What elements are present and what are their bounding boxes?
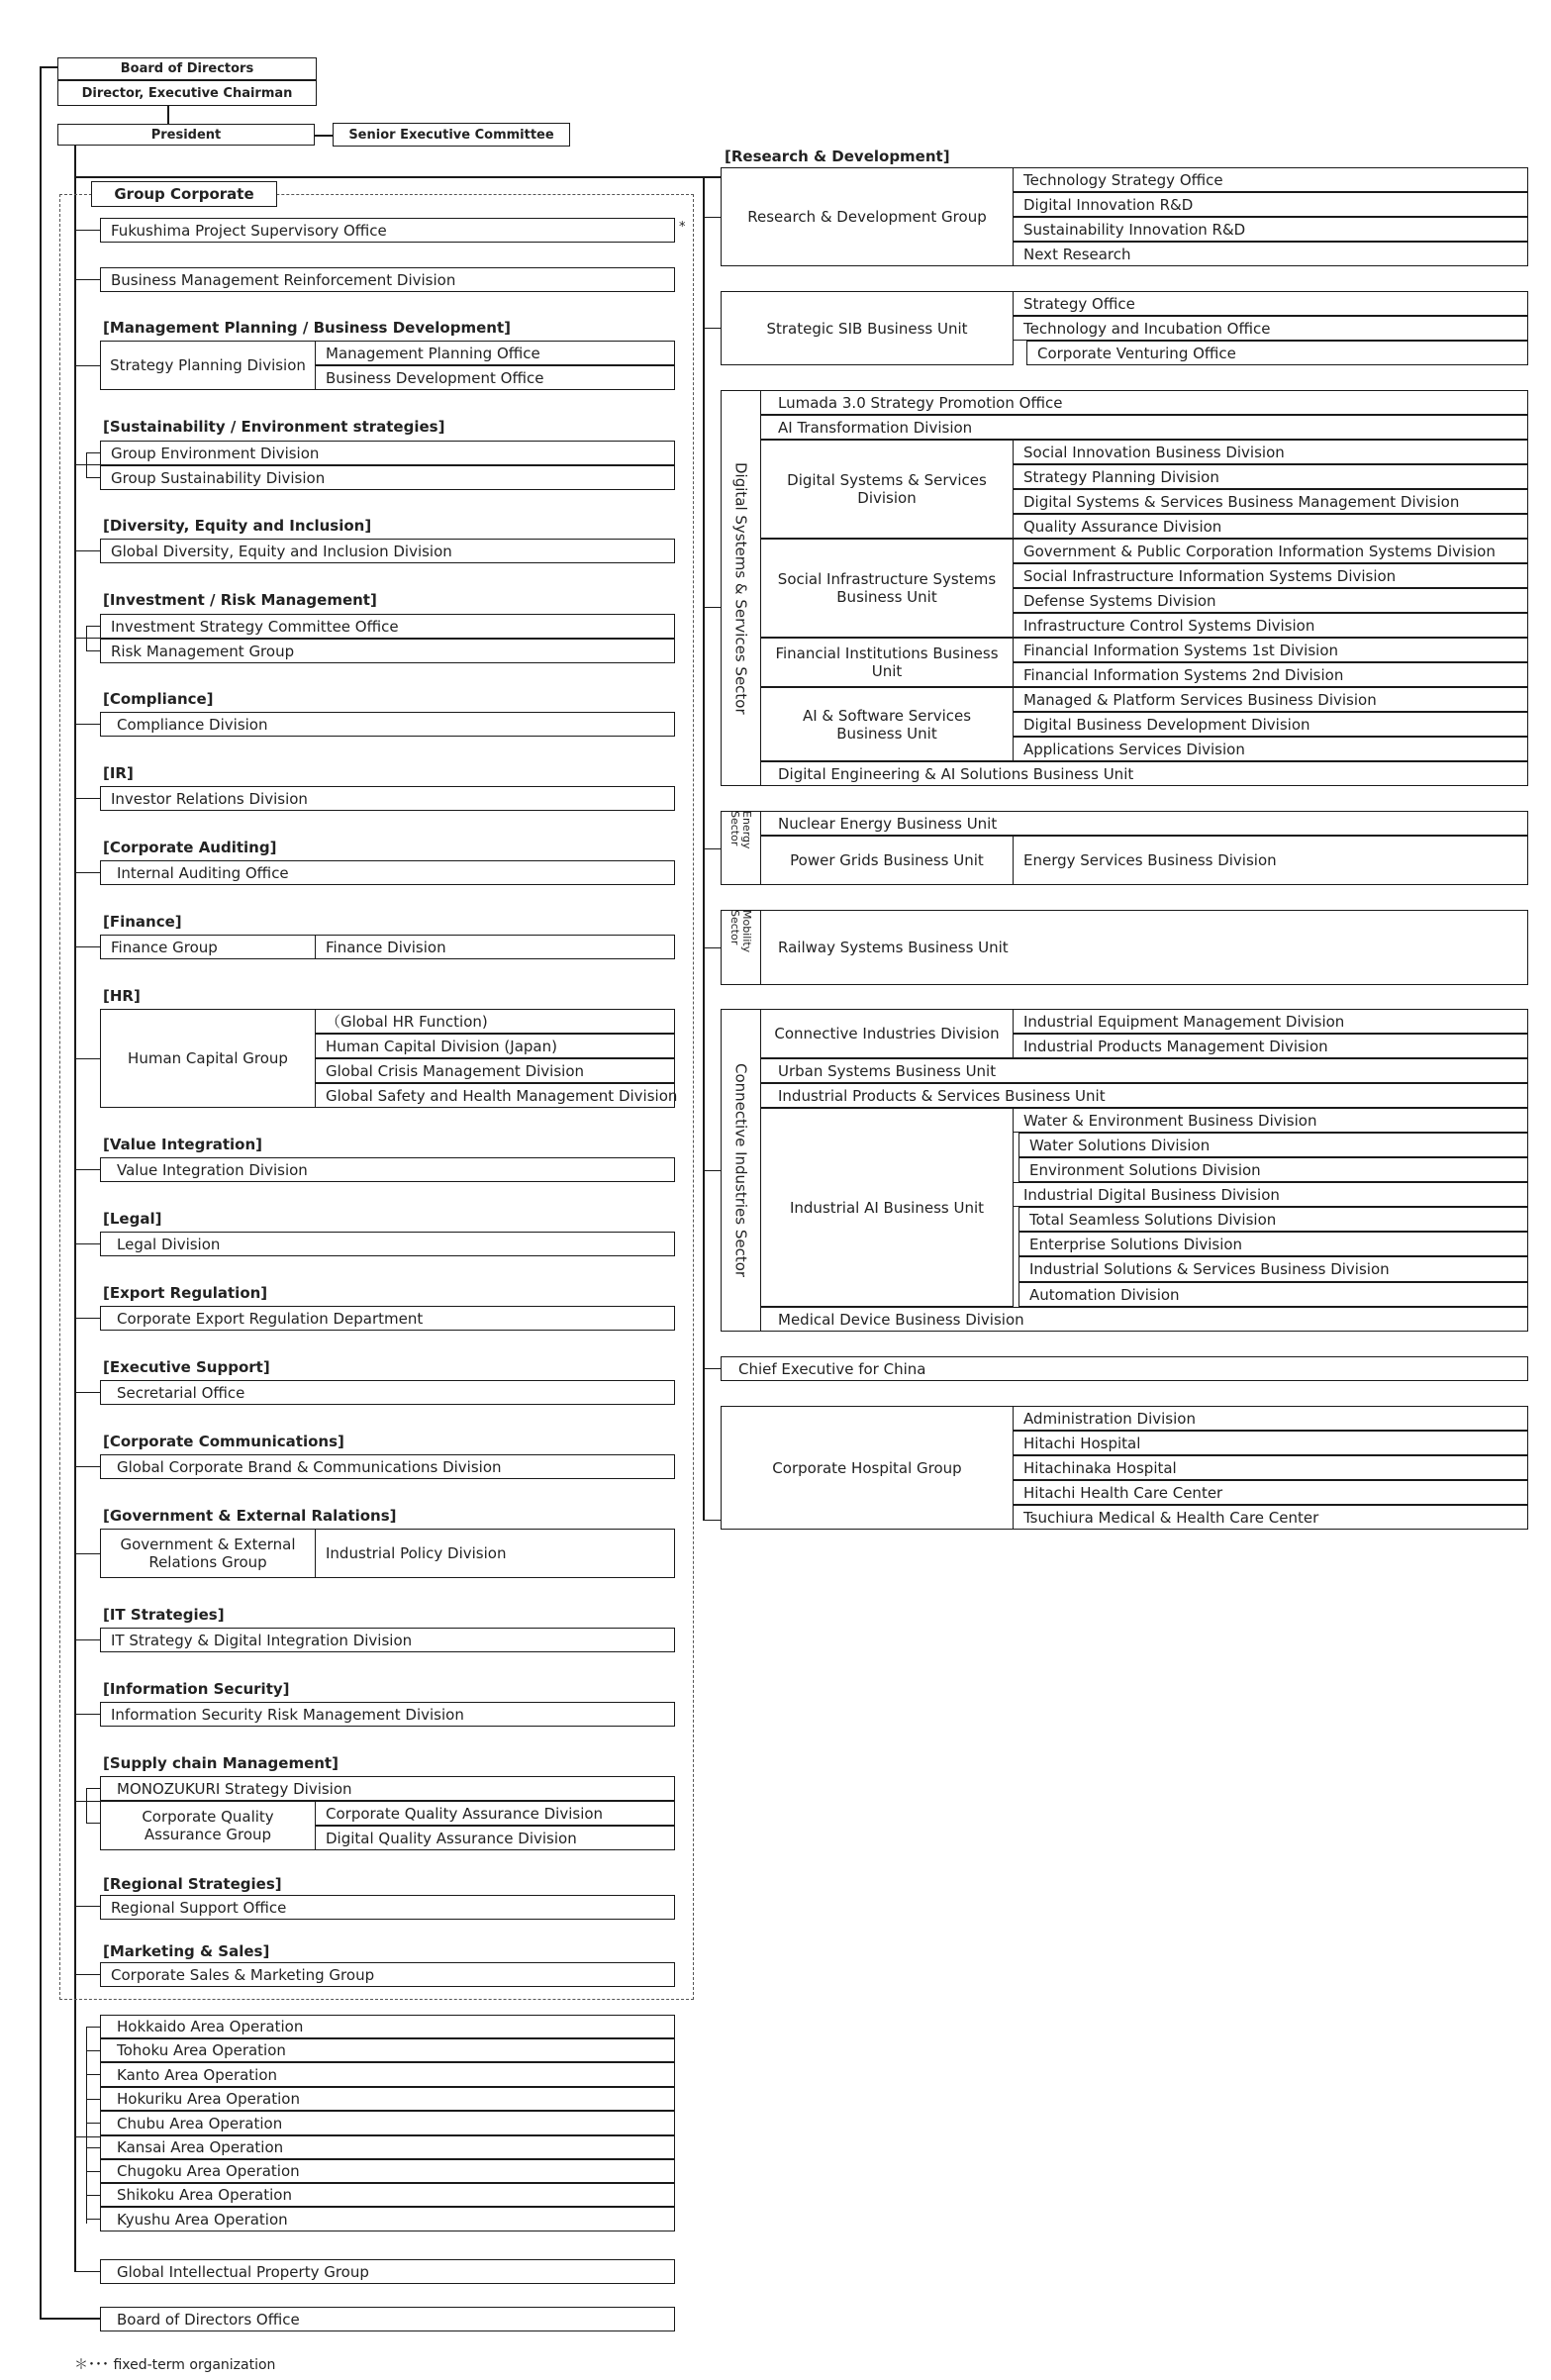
- bmr-division: [100, 267, 675, 292]
- cid-label: Connective Industries Division: [774, 1025, 1000, 1042]
- aisw-item-label: Applications Services Division: [1023, 740, 1245, 758]
- global-ip-group: [100, 2259, 675, 2284]
- industrial-policy-division: [315, 1529, 675, 1578]
- internal-auditing-office: [100, 860, 675, 885]
- area-label: Shikoku Area Operation: [117, 2186, 292, 2204]
- heading-cc: [Corporate Communications]: [103, 1433, 344, 1450]
- stub-gip: [74, 2271, 100, 2272]
- stub-sust: [74, 464, 100, 465]
- stub-energy: [703, 848, 721, 849]
- area-tick: [86, 2099, 100, 2100]
- management-planning-office: [315, 341, 675, 365]
- dss-division: [760, 440, 1014, 539]
- dqad-label: Digital Quality Assurance Division: [326, 1829, 577, 1847]
- sisb-item-label: Infrastructure Control Systems Division: [1023, 616, 1315, 635]
- finance-group: [100, 935, 316, 959]
- sisb-label: Social Infrastructure Systems Business Unit: [777, 570, 997, 606]
- investor-relations-division: [100, 786, 675, 811]
- heading-gov: [Government & External Ralations]: [103, 1507, 397, 1525]
- iai-indent-line: [1013, 1133, 1014, 1307]
- group-corporate-label: Group Corporate: [114, 185, 254, 203]
- fukushima-label: Fukushima Project Supervisory Office: [111, 221, 387, 240]
- energy-services-division: [1013, 836, 1528, 885]
- cid-item: [1013, 1009, 1528, 1034]
- dssd-label: Digital Systems & Services Division: [787, 471, 987, 507]
- dss-sector-label: Digital Systems & Services Sector: [731, 461, 750, 715]
- iai-item: [1013, 1182, 1528, 1207]
- stub-sib: [703, 328, 721, 329]
- board-of-directors-box: [57, 57, 317, 80]
- fib-item-label: Financial Information Systems 2nd Division: [1023, 665, 1344, 684]
- sisb-item: [1013, 613, 1528, 638]
- area-label: Kanto Area Operation: [117, 2065, 278, 2084]
- stub-exp: [74, 1318, 100, 1319]
- stub-reg: [74, 1906, 100, 1907]
- spd-label: Strategy Planning Division: [110, 356, 306, 374]
- railway-unit: [760, 910, 1528, 985]
- usbu-label: Urban Systems Business Unit: [778, 1061, 997, 1080]
- sib-item: [1013, 291, 1528, 316]
- area-tick: [86, 2074, 100, 2075]
- stub-inv: [74, 638, 100, 639]
- dss-item-label: Digital Systems & Services Business Management Division: [1023, 492, 1460, 511]
- area-operation: [100, 2062, 675, 2087]
- bracket-scm-top: [86, 1788, 100, 1789]
- iai-item: [1018, 1133, 1528, 1157]
- stub-is: [74, 1714, 100, 1715]
- bracket-sust: [86, 452, 87, 477]
- gdei-division: [100, 539, 675, 563]
- dss-item: [1013, 514, 1528, 539]
- cqad-label: Corporate Quality Assurance Division: [326, 1804, 604, 1823]
- iai-item-label: Automation Division: [1029, 1285, 1180, 1304]
- stub-comp: [74, 724, 100, 725]
- stub-fin: [74, 946, 100, 947]
- area-operation: [100, 2159, 675, 2183]
- mono-label: MONOZUKURI Strategy Division: [117, 1779, 352, 1798]
- stub-mgmt: [74, 365, 100, 366]
- heading-scm: [Supply chain Management]: [103, 1754, 339, 1772]
- ipd-label: Industrial Policy Division: [326, 1544, 507, 1562]
- stub-rd: [703, 217, 721, 218]
- area-label: Kansai Area Operation: [117, 2138, 284, 2156]
- stub-bdo: [40, 2318, 100, 2320]
- iai-item: [1018, 1232, 1528, 1256]
- bracket-sust-top: [86, 452, 100, 453]
- corporate-qa-division: [315, 1801, 675, 1826]
- stub-dss: [703, 607, 721, 608]
- sib-indent-line: [1013, 341, 1014, 365]
- financial-institutions-unit: [760, 638, 1014, 687]
- strategic-sib-unit: [721, 291, 1014, 365]
- quality-assurance-group: [100, 1801, 316, 1850]
- iai-item-label: Water Solutions Division: [1029, 1136, 1211, 1154]
- audit-label: Internal Auditing Office: [117, 863, 289, 882]
- it-strategy-division: [100, 1628, 675, 1652]
- lumada-office: [760, 390, 1528, 415]
- hospital-item: [1013, 1431, 1528, 1455]
- area-operation: [100, 2111, 675, 2135]
- hcd-label: Human Capital Division (Japan): [326, 1037, 557, 1055]
- rd-item: [1013, 192, 1528, 217]
- bracket-inv-bot: [86, 650, 100, 651]
- hospital-item: [1013, 1455, 1528, 1480]
- area-label: Tohoku Area Operation: [117, 2041, 286, 2059]
- iai-item: [1018, 1282, 1528, 1307]
- senior-executive-committee-box: [333, 123, 570, 147]
- iai-item-label: Enterprise Solutions Division: [1029, 1235, 1243, 1253]
- is-label: Information Security Risk Management Division: [111, 1705, 464, 1724]
- gcm-label: Global Crisis Management Division: [326, 1061, 584, 1080]
- heading-sust: [Sustainability / Environment strategies]: [103, 418, 445, 436]
- mkt-label: Corporate Sales & Marketing Group: [111, 1965, 375, 1984]
- rd-item-label: Next Research: [1023, 245, 1131, 263]
- gsh-label: Global Safety and Health Management Division: [326, 1086, 678, 1105]
- iai-item-label: Environment Solutions Division: [1029, 1160, 1261, 1179]
- ai-software-unit: [760, 687, 1014, 761]
- heading-reg: [Regional Strategies]: [103, 1875, 282, 1893]
- area-label: Chubu Area Operation: [117, 2114, 283, 2132]
- board-of-directors-office: [100, 2307, 675, 2331]
- deai-unit: [760, 761, 1528, 786]
- chief-executive-china: [721, 1356, 1528, 1381]
- gip-label: Global Intellectual Property Group: [117, 2262, 369, 2281]
- find-label: Finance Division: [326, 938, 446, 956]
- chairman-box: [57, 80, 317, 106]
- iai-item-label: Industrial Digital Business Division: [1023, 1185, 1280, 1204]
- business-development-office: [315, 365, 675, 390]
- legal-label: Legal Division: [117, 1235, 221, 1253]
- bdo-label: Business Development Office: [326, 368, 544, 387]
- exec-label: Secretarial Office: [117, 1383, 245, 1402]
- corporate-hospital-group: [721, 1406, 1014, 1530]
- area-operation: [100, 2015, 675, 2038]
- aisw-item: [1013, 687, 1528, 712]
- mdbd-label: Medical Device Business Division: [778, 1310, 1024, 1329]
- stub-scm: [74, 1801, 100, 1802]
- industrial-ai-unit: [760, 1108, 1014, 1307]
- rail-label: Railway Systems Business Unit: [778, 939, 1009, 956]
- area-tick: [86, 2050, 100, 2051]
- heading-comp: [Compliance]: [103, 690, 214, 708]
- aisw-item-label: Digital Business Development Division: [1023, 715, 1310, 734]
- vi-label: Value Integration Division: [117, 1160, 308, 1179]
- ipsbu-label: Industrial Products & Services Business Unit: [778, 1086, 1106, 1105]
- stub-dei: [74, 550, 100, 551]
- line-to-senior: [315, 135, 333, 137]
- area-operation: [100, 2087, 675, 2111]
- sisb-item-label: Defense Systems Division: [1023, 591, 1216, 610]
- stub-bmr: [74, 279, 100, 280]
- aisw-label: AI & Software Services Business Unit: [802, 706, 972, 743]
- connective-industries-division: [760, 1009, 1014, 1058]
- lumada-label: Lumada 3.0 Strategy Promotion Office: [778, 393, 1063, 412]
- aisw-item: [1013, 712, 1528, 737]
- reg-label: Regional Support Office: [111, 1898, 287, 1917]
- hospital-item-label: Administration Division: [1023, 1409, 1196, 1428]
- area-tick: [86, 2219, 100, 2220]
- heading-hr: [HR]: [103, 987, 141, 1005]
- rd-item: [1013, 242, 1528, 266]
- power-grids-unit: [760, 836, 1014, 885]
- medical-device-division: [760, 1307, 1528, 1332]
- area-label: Chugoku Area Operation: [117, 2162, 300, 2180]
- area-tick: [86, 2147, 100, 2148]
- sib-item-label: Corporate Venturing Office: [1037, 344, 1236, 362]
- stub-areas: [74, 2136, 100, 2137]
- heading-it: [IT Strategies]: [103, 1606, 225, 1624]
- cid-item-label: Industrial Products Management Division: [1023, 1037, 1328, 1055]
- hospital-item: [1013, 1480, 1528, 1505]
- ged-label: Group Environment Division: [111, 444, 320, 462]
- iai-item-label: Water & Environment Business Division: [1023, 1111, 1317, 1130]
- president-box: [57, 124, 315, 146]
- information-security-division: [100, 1702, 675, 1727]
- fib-item-label: Financial Information Systems 1st Division: [1023, 641, 1339, 659]
- area-tick: [86, 2027, 100, 2028]
- bmr-label: Business Management Reinforcement Division: [111, 270, 456, 289]
- dss-item: [1013, 440, 1528, 464]
- cid-item-label: Industrial Equipment Management Division: [1023, 1012, 1345, 1031]
- hospital-item-label: Tsuchiura Medical & Health Care Center: [1023, 1508, 1319, 1527]
- cid-item: [1013, 1034, 1528, 1058]
- nuclear-unit: [760, 811, 1528, 836]
- finance-division: [315, 935, 675, 959]
- dss-item: [1013, 464, 1528, 489]
- area-operation: [100, 2038, 675, 2062]
- corporate-sales-group: [100, 1962, 675, 1987]
- hcg-label: Human Capital Group: [128, 1049, 288, 1067]
- secretarial-office: [100, 1380, 675, 1405]
- ghr-label: （Global HR Function): [326, 1012, 488, 1031]
- global-crisis-division: [315, 1058, 675, 1083]
- isco-label: Investment Strategy Committee Office: [111, 617, 399, 636]
- aisw-item: [1013, 737, 1528, 761]
- regional-support-office: [100, 1895, 675, 1920]
- sib-item-label: Strategy Office: [1023, 294, 1135, 313]
- compliance-division: [100, 712, 675, 737]
- rmg-label: Risk Management Group: [111, 642, 295, 660]
- dss-item: [1013, 489, 1528, 514]
- bracket-sust-bot: [86, 477, 100, 478]
- urban-systems-unit: [760, 1058, 1528, 1083]
- area-tick: [86, 2171, 100, 2172]
- gsd-label: Group Sustainability Division: [111, 468, 326, 487]
- stub-cis: [703, 1170, 721, 1171]
- heading-mgmt: [Management Planning / Business Development]: [103, 319, 511, 337]
- area-operation: [100, 2207, 675, 2231]
- risk-management-group: [100, 639, 675, 663]
- it-label: IT Strategy & Digital Integration Division: [111, 1631, 413, 1649]
- line-to-board: [40, 66, 59, 68]
- rd-item: [1013, 167, 1528, 192]
- chg-label: Corporate Hospital Group: [772, 1458, 962, 1477]
- heading-mkt: [Marketing & Sales]: [103, 1942, 270, 1960]
- heading-rd: [Research & Development]: [725, 148, 950, 165]
- stub-audit: [74, 872, 100, 873]
- bracket-scm-bot: [86, 1823, 100, 1824]
- sisb-item-label: Government & Public Corporation Information Systems Division: [1023, 542, 1496, 560]
- heading-inv: [Investment / Risk Management]: [103, 591, 377, 609]
- energy-sector-label: Energy Sector: [728, 811, 754, 849]
- heading-ir: [IR]: [103, 764, 134, 782]
- global-hr-function: [315, 1009, 675, 1034]
- monozukuri-division: [100, 1776, 675, 1801]
- area-tick: [86, 2123, 100, 2124]
- stub-hr: [74, 1058, 100, 1059]
- stub-it: [74, 1639, 100, 1640]
- ai-transformation-division: [760, 415, 1528, 440]
- cis-sector-label: Connective Industries Sector: [731, 1062, 750, 1278]
- stub-exec: [74, 1392, 100, 1393]
- group-sustainability-division: [100, 465, 675, 490]
- stub-legal: [74, 1243, 100, 1244]
- stub-gov: [74, 1553, 100, 1554]
- china-label: Chief Executive for China: [738, 1359, 926, 1378]
- investment-strategy-office: [100, 614, 675, 639]
- hospital-item-label: Hitachinaka Hospital: [1023, 1458, 1177, 1477]
- strategy-planning-division: [100, 341, 316, 390]
- area-operation: [100, 2135, 675, 2159]
- board-label: Board of Directors: [120, 61, 254, 76]
- sisb-item: [1013, 588, 1528, 613]
- stub-mkt: [74, 1974, 100, 1975]
- chairman-label: Director, Executive Chairman: [81, 85, 293, 101]
- iai-item: [1018, 1207, 1528, 1232]
- heading-fin: [Finance]: [103, 913, 182, 931]
- hospital-item: [1013, 1406, 1528, 1431]
- ait-label: AI Transformation Division: [778, 418, 973, 437]
- fixed-term-mark: *: [679, 220, 686, 235]
- iai-item: [1018, 1256, 1528, 1282]
- heading-legal: [Legal]: [103, 1210, 162, 1228]
- rd-item-label: Sustainability Innovation R&D: [1023, 220, 1246, 239]
- bracket-scm: [86, 1788, 87, 1823]
- sib-label: Strategic SIB Business Unit: [766, 319, 968, 338]
- heading-is: [Information Security]: [103, 1680, 290, 1698]
- stub-vi: [74, 1169, 100, 1170]
- rd-group: [721, 167, 1014, 266]
- fib-item: [1013, 638, 1528, 662]
- comp-label: Compliance Division: [117, 715, 268, 734]
- exp-label: Corporate Export Regulation Department: [117, 1309, 424, 1328]
- group-environment-division: [100, 441, 675, 465]
- export-regulation-department: [100, 1306, 675, 1331]
- iai-item: [1013, 1108, 1528, 1133]
- stub-hospital: [703, 1520, 721, 1521]
- fing-label: Finance Group: [111, 938, 218, 956]
- iai-item-label: Total Seamless Solutions Division: [1029, 1210, 1277, 1229]
- heading-exp: [Export Regulation]: [103, 1284, 268, 1302]
- line-chair-president: [167, 106, 169, 124]
- social-infra-unit: [760, 539, 1014, 638]
- fukushima-office: [100, 218, 675, 243]
- stub-ir: [74, 798, 100, 799]
- sib-item-label: Technology and Incubation Office: [1023, 319, 1271, 338]
- nuclear-label: Nuclear Energy Business Unit: [778, 814, 998, 833]
- dss-item-label: Strategy Planning Division: [1023, 467, 1219, 486]
- president-label: President: [150, 127, 222, 143]
- heading-dei: [Diversity, Equity and Inclusion]: [103, 517, 372, 535]
- heading-vi: [Value Integration]: [103, 1136, 262, 1153]
- sisb-item-label: Social Infrastructure Information Systems Division: [1023, 566, 1397, 585]
- hospital-item-label: Hitachi Hospital: [1023, 1434, 1141, 1452]
- area-label: Kyushu Area Operation: [117, 2210, 288, 2229]
- bracket-inv-top: [86, 626, 100, 627]
- area-label: Hokkaido Area Operation: [117, 2018, 304, 2035]
- fib-label: Financial Institutions Business Unit: [775, 645, 999, 680]
- fib-item: [1013, 662, 1528, 687]
- main-left-line: [40, 66, 42, 2319]
- industrial-products-services-unit: [760, 1083, 1528, 1108]
- line-to-right-branch: [74, 176, 721, 178]
- sib-item: [1013, 316, 1528, 341]
- pgbu-label: Power Grids Business Unit: [790, 851, 984, 869]
- footnote: ＊･･･ fixed-term organization: [74, 2357, 276, 2373]
- rdg-label: Research & Development Group: [747, 208, 987, 226]
- legal-division: [100, 1232, 675, 1256]
- area-operation: [100, 2183, 675, 2207]
- human-capital-division: [315, 1034, 675, 1058]
- hospital-item: [1013, 1505, 1528, 1530]
- sisb-item: [1013, 563, 1528, 588]
- iai-item: [1018, 1157, 1528, 1182]
- ir-label: Investor Relations Division: [111, 789, 308, 808]
- heading-exec: [Executive Support]: [103, 1358, 270, 1376]
- stub-fukushima: [74, 230, 100, 231]
- sib-item: [1026, 341, 1528, 365]
- hospital-item-label: Hitachi Health Care Center: [1023, 1483, 1223, 1502]
- sisb-item: [1013, 539, 1528, 563]
- cqag-label: Corporate Quality Assurance Group: [142, 1808, 274, 1843]
- cc-label: Global Corporate Brand & Communications Division: [117, 1457, 502, 1476]
- government-relations-group: [100, 1529, 316, 1578]
- stub-china: [703, 1368, 721, 1369]
- stub-mobility: [703, 947, 721, 948]
- esd-label: Energy Services Business Division: [1023, 851, 1277, 869]
- iai-item-label: Industrial Solutions & Services Business Division: [1029, 1260, 1390, 1278]
- iaibu-label: Industrial AI Business Unit: [789, 1198, 985, 1217]
- dss-item-label: Quality Assurance Division: [1023, 517, 1222, 536]
- dss-item-label: Social Innovation Business Division: [1023, 443, 1285, 461]
- area-label: Hokuriku Area Operation: [117, 2090, 300, 2108]
- bracket-inv: [86, 626, 87, 650]
- senior-committee-label: Senior Executive Committee: [348, 127, 554, 143]
- human-capital-group: [100, 1009, 316, 1108]
- stub-cc: [74, 1466, 100, 1467]
- digital-qa-division: [315, 1826, 675, 1850]
- mpo-label: Management Planning Office: [326, 344, 540, 362]
- aisw-item-label: Managed & Platform Services Business Division: [1023, 690, 1377, 709]
- deai-label: Digital Engineering & AI Solutions Business Unit: [778, 764, 1134, 783]
- global-safety-division: [315, 1083, 678, 1108]
- bdo-office-label: Board of Directors Office: [117, 2310, 300, 2329]
- heading-audit: [Corporate Auditing]: [103, 839, 277, 856]
- group-corporate-box: [91, 181, 277, 207]
- gdei-label: Global Diversity, Equity and Inclusion Division: [111, 542, 452, 560]
- mobility-sector-label: Mobility Sector: [728, 910, 754, 953]
- gov-label: Government & External Relations Group: [120, 1536, 296, 1571]
- rd-item: [1013, 217, 1528, 242]
- value-integration-division: [100, 1157, 675, 1182]
- area-tick: [86, 2195, 100, 2196]
- rd-item-label: Digital Innovation R&D: [1023, 195, 1194, 214]
- rd-item-label: Technology Strategy Office: [1023, 170, 1223, 189]
- corporate-brand-division: [100, 1454, 675, 1479]
